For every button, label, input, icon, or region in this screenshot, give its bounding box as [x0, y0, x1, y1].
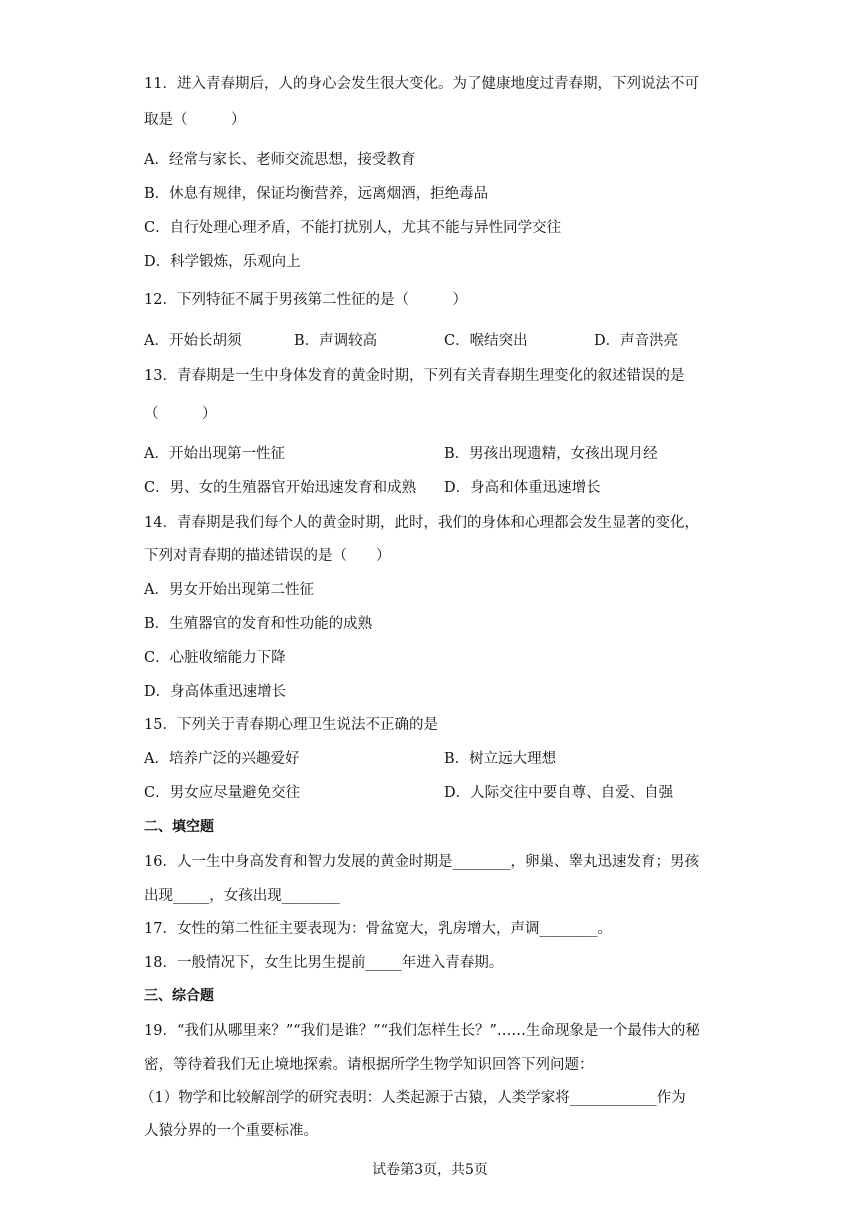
q17: 17．女性的第二性征主要表现为：骨盆宽大，乳房增大，声调________。: [144, 921, 612, 937]
q14-option-d: D．身高体重迅速增长: [144, 684, 287, 700]
q15-option-a: A．培养广泛的兴趣爱好: [144, 751, 300, 767]
section3-title: 三、综合题: [144, 988, 214, 1004]
q12-option-b: B．声调较高: [294, 333, 378, 349]
q15-option-d: D．人际交往中要自尊、自爱、自强: [444, 785, 674, 801]
q15-stem: 15．下列关于青春期心理卫生说法不正确的是: [144, 717, 438, 733]
q11-option-c: C．自行处理心理矛盾，不能打扰别人，尤其不能与异性同学交往: [144, 220, 562, 236]
q14-stem-line1: 14．青春期是我们每个人的黄金时期，此时，我们的身体和心理都会发生显著的变化，: [144, 515, 699, 531]
q13-option-d: D．身高和体重迅速增长: [444, 480, 601, 496]
q11-stem-line2: 取是（ ）: [144, 112, 246, 128]
q19-sub1-line2: 人猿分界的一个重要标准。: [144, 1123, 318, 1139]
page-footer: 试卷第3页，共5页: [372, 1162, 488, 1178]
section2-title: 二、填空题: [144, 819, 214, 835]
q12-option-c: C．喉结突出: [444, 333, 528, 349]
q18: 18．一般情况下，女生比男生提前_____年进入青春期。: [144, 955, 504, 971]
q13-stem-line2: （ ）: [144, 406, 217, 422]
q16-line1: 16．人一生中身高发育和智力发展的黄金时期是________，卵巢、睾丸迅速发育；男孩: [144, 854, 699, 870]
q14-option-b: B．生殖器官的发育和性功能的成熟: [144, 616, 373, 632]
q16-line2: 出现_____，女孩出现________: [144, 888, 340, 904]
q11-option-a: A．经常与家长、老师交流思想，接受教育: [144, 152, 416, 168]
q14-option-a: A．男女开始出现第二性征: [144, 582, 314, 598]
q15-option-c: C．男女应尽量避免交往: [144, 785, 301, 801]
q12-option-a: A．开始长胡须: [144, 333, 242, 349]
q13-option-c: C．男、女的生殖器官开始迅速发育和成熟: [144, 480, 417, 496]
q19-line1: 19．“我们从哪里来？”“我们是谁？”“我们怎样生长？”……生命现象是一个最伟大的秘: [144, 1023, 700, 1039]
q14-option-c: C．心脏收缩能力下降: [144, 650, 286, 666]
q13-option-a: A．开始出现第一性征: [144, 446, 285, 462]
q19-line2: 密，等待着我们无止境地探索。请根据所学生物学知识回答下列问题：: [144, 1057, 594, 1073]
q14-stem-line2: 下列对青春期的描述错误的是（ ）: [144, 548, 391, 564]
q15-option-b: B．树立远大理想: [444, 751, 557, 767]
q12-stem: 12．下列特征不属于男孩第二性征的是（ ）: [144, 292, 467, 308]
q12-option-d: D．声音洪亮: [594, 333, 679, 349]
q11-option-b: B．休息有规律，保证均衡营养，远离烟酒，拒绝毒品: [144, 186, 489, 202]
q11-stem-line1: 11．进入青春期后，人的身心会发生很大变化。为了健康地度过青春期，下列说法不可: [144, 76, 699, 92]
q13-option-b: B．男孩出现遗精，女孩出现月经: [444, 446, 658, 462]
q13-stem-line1: 13．青春期是一生中身体发育的黄金时期，下列有关青春期生理变化的叙述错误的是: [144, 368, 685, 384]
q11-option-d: D．科学锻炼，乐观向上: [144, 254, 301, 270]
q19-sub1-line1: （1）物学和比较解剖学的研究表明：人类起源于古猿，人类学家将____________作为: [140, 1090, 686, 1106]
